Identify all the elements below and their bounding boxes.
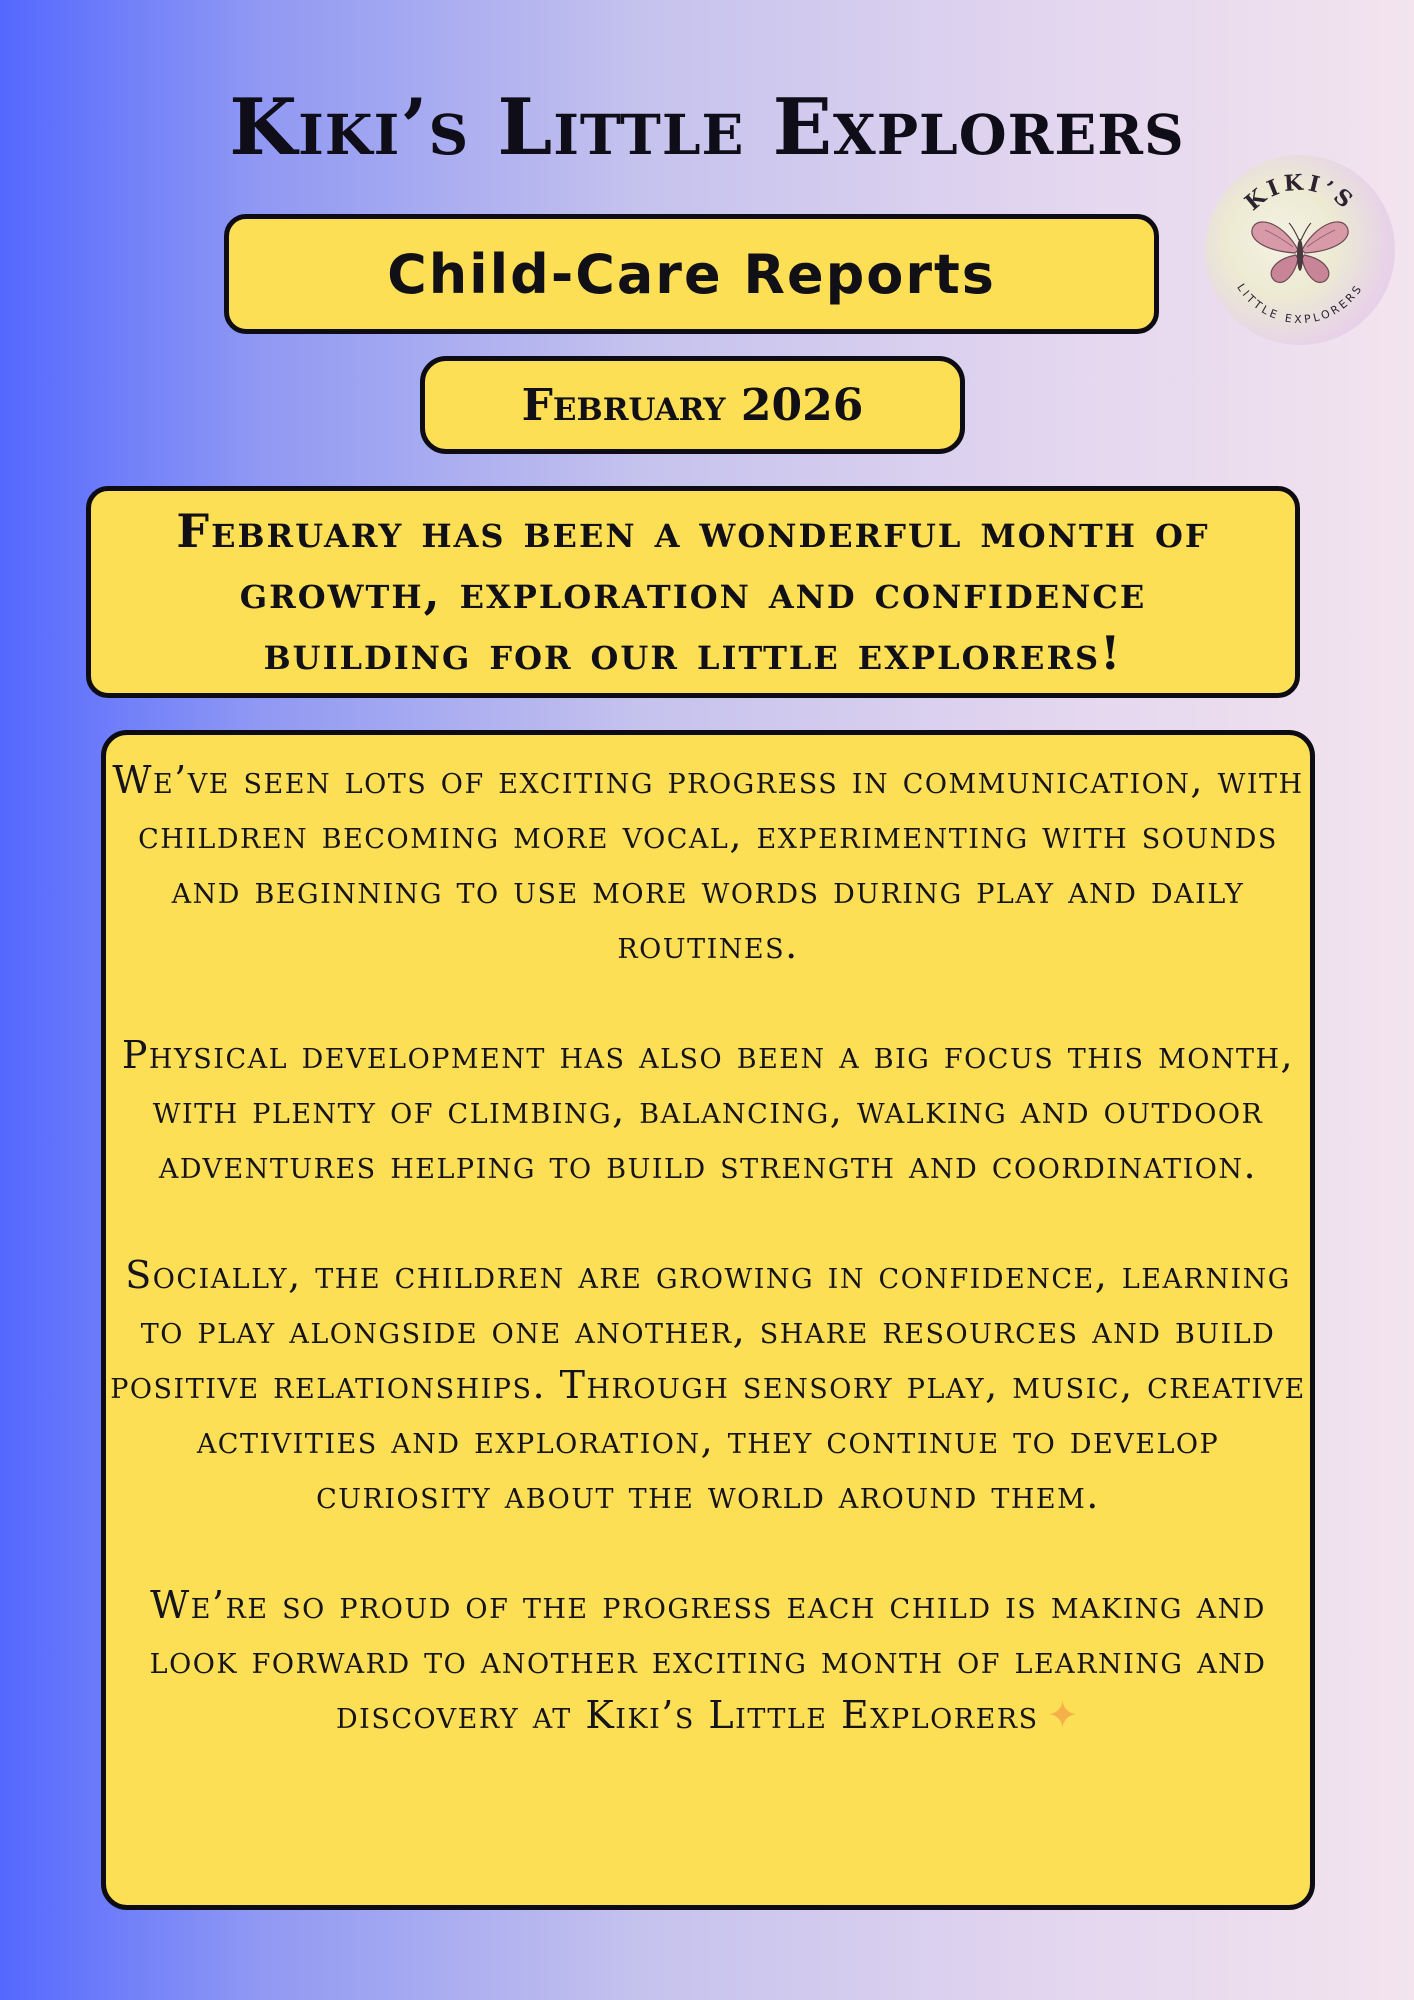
- logo-top-text: KIKI’S: [1239, 169, 1361, 217]
- logo-bottom-text: LITTLE EXPLORERS: [1234, 281, 1366, 327]
- headline-text: February has been a wonderful month of growth, exploration and confidence building for our little explorers!: [176, 503, 1210, 680]
- report-date-banner: [420, 356, 965, 454]
- report-type-banner: [224, 214, 1159, 334]
- page-title: Kiki’s Little Explorers: [229, 82, 1185, 173]
- report-type-label: Child-Care Reports: [387, 242, 996, 306]
- butterfly-icon: [1252, 222, 1348, 282]
- body-paragraph-social: Socially, the children are growing in confidence, learning to play alongside one another, share resources and build positive relationships. Through sensory play, music, creative activities and exploration, they continue to develop curiosity about the world around them.: [110, 1253, 1306, 1517]
- body-paragraph-closing: [106, 1578, 1310, 1743]
- body-paragraph-physical: Physical development has also been a big focus this month, with plenty of climbing, balancing, walking and outdoor adventures helping to build strength and coordination.: [121, 1033, 1295, 1187]
- headline-banner: [86, 486, 1300, 698]
- body-paragraph-communication: We’ve seen lots of exciting progress in communication, with children becoming more vocal, experimenting with sounds and beginning to use more words during play and daily routines.: [112, 758, 1304, 967]
- closing-text: We’re so proud of the progress each child is making and look forward to another exciting month of learning and discovery at Kiki’s Little Explorers: [149, 1583, 1267, 1737]
- sparkle-icon: ✦: [1046, 1693, 1080, 1737]
- report-body: [101, 730, 1315, 1910]
- report-date-label: February 2026: [521, 379, 864, 431]
- brand-logo: [1205, 155, 1395, 345]
- butterfly-logo-icon: [1205, 155, 1395, 345]
